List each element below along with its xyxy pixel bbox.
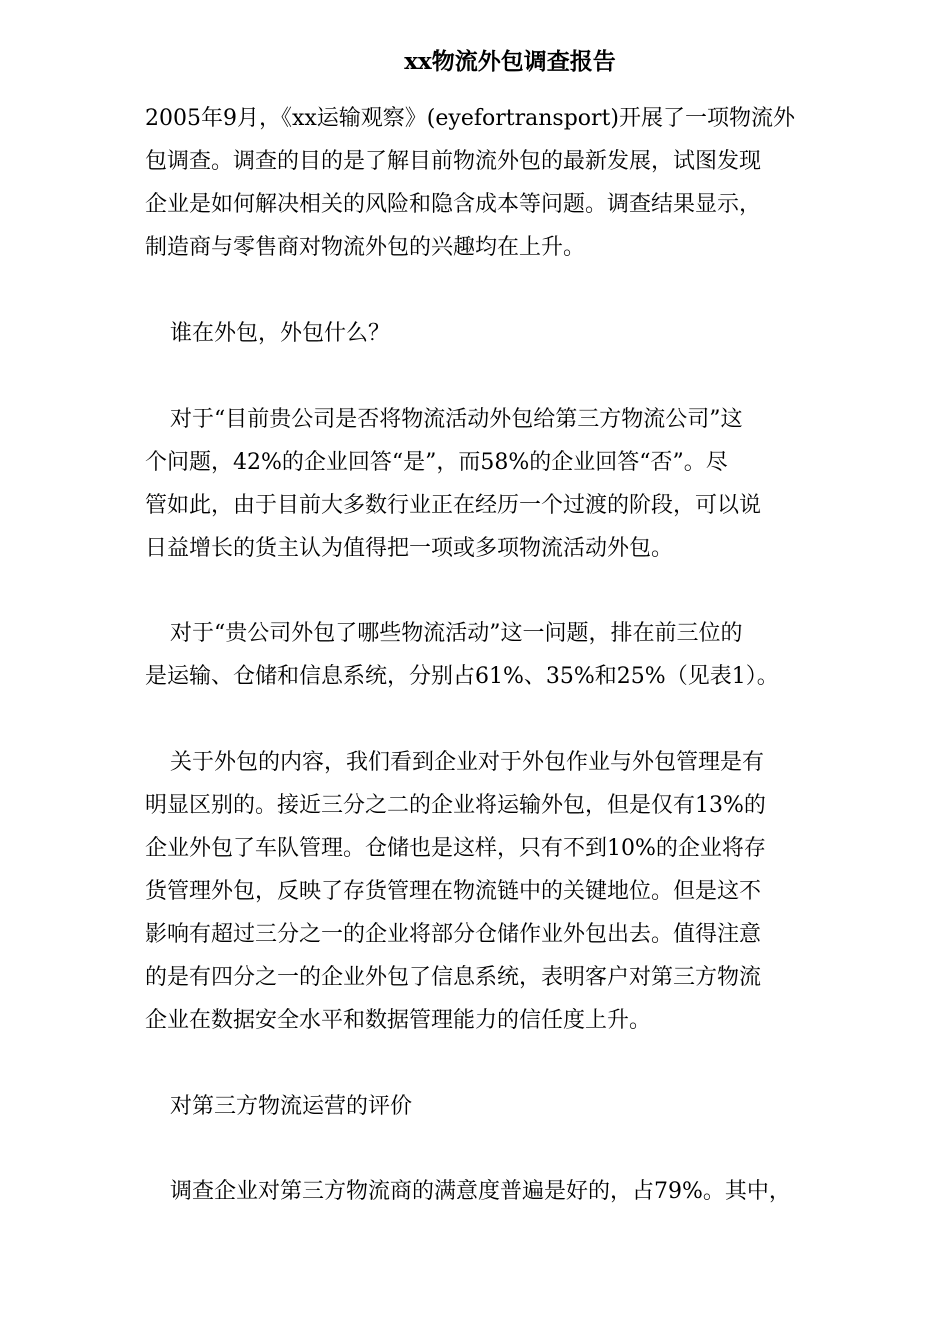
paragraph-3-line-2: 是运输、仓储和信息系统，分别占61%、35%和25%（见表1）。	[145, 664, 779, 689]
paragraph-1-line-1: 2005年9月，《xx运输观察》(eyefortransport)开展了一项物流外	[145, 106, 795, 131]
paragraph-1-line-4: 制造商与零售商对物流外包的兴趣均在上升。	[145, 235, 586, 260]
section-heading-who-outsources: 谁在外包，外包什么？	[170, 321, 391, 346]
paragraph-5-line-1: 调查企业对第三方物流商的满意度普遍是好的，占79%。其中，	[170, 1179, 791, 1204]
paragraph-2-line-2: 个问题，42%的企业回答“是”，而58%的企业回答“否”。尽	[145, 450, 728, 475]
paragraph-2-line-1: 对于“目前贵公司是否将物流活动外包给第三方物流公司”这	[170, 407, 743, 432]
paragraph-4-line-1: 关于外包的内容，我们看到企业对于外包作业与外包管理是有	[170, 750, 765, 775]
paragraph-4-line-3: 企业外包了车队管理。仓储也是这样，只有不到10%的企业将存	[145, 836, 766, 861]
paragraph-4-line-2: 明显区别的。接近三分之二的企业将运输外包，但是仅有13%的	[145, 793, 766, 818]
paragraph-1-line-3: 企业是如何解决相关的风险和隐含成本等问题。调查结果显示，	[145, 192, 762, 217]
paragraph-4-line-7: 企业在数据安全水平和数据管理能力的信任度上升。	[145, 1008, 652, 1033]
document-title: xx物流外包调查报告	[404, 48, 616, 75]
paragraph-1-line-2: 包调查。调查的目的是了解目前物流外包的最新发展，试图发现	[145, 149, 762, 174]
paragraph-4-line-4: 货管理外包，反映了存货管理在物流链中的关键地位。但是这不	[145, 879, 762, 904]
paragraph-4-line-5: 影响有超过三分之一的企业将部分仓储作业外包出去。值得注意	[145, 922, 762, 947]
section-heading-3pl-evaluation: 对第三方物流运营的评价	[170, 1094, 413, 1119]
paragraph-3-line-1: 对于“贵公司外包了哪些物流活动”这一问题，排在前三位的	[170, 621, 743, 646]
paragraph-2-line-3: 管如此，由于目前大多数行业正在经历一个过渡的阶段，可以说	[145, 493, 762, 518]
paragraph-2-line-4: 日益增长的货主认为值得把一项或多项物流活动外包。	[145, 536, 674, 561]
paragraph-4-line-6: 的是有四分之一的企业外包了信息系统，表明客户对第三方物流	[145, 965, 762, 990]
